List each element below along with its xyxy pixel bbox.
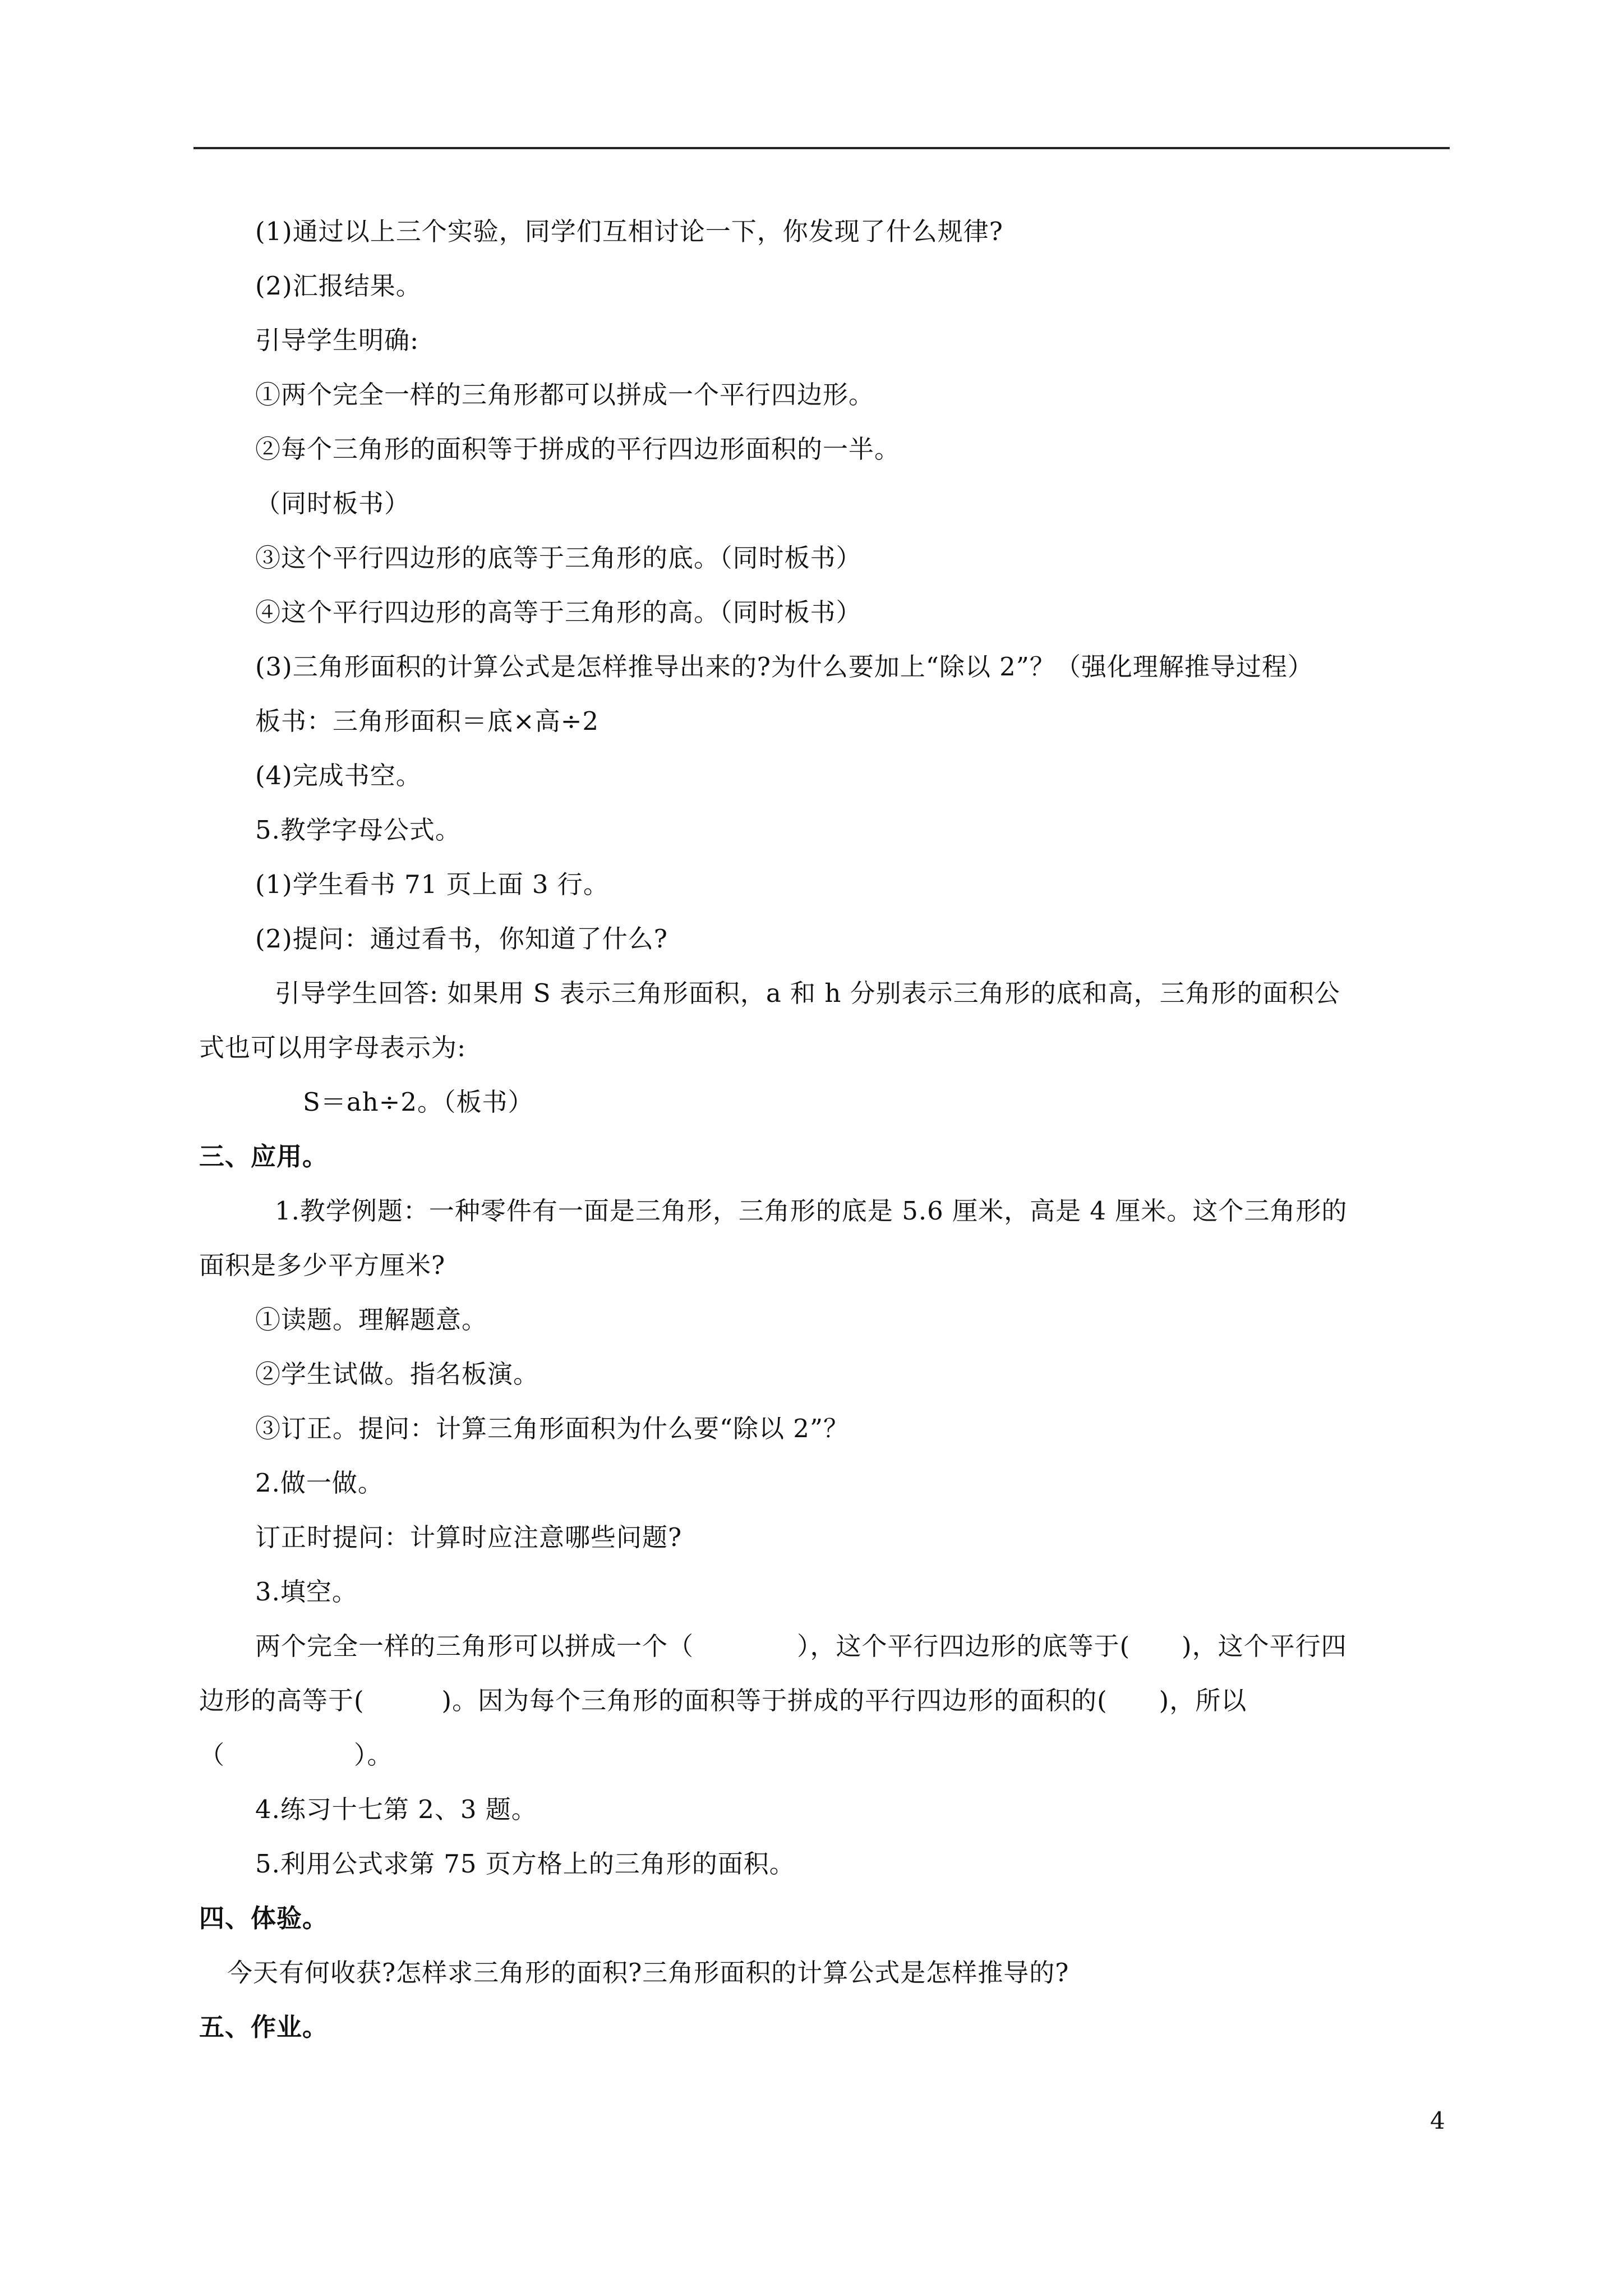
text-line: 两个完全一样的三角形可以拼成一个（ ），这个平行四边形的底等于( )，这个平行四 [255,1631,1347,1661]
text-line: ①读题。理解题意。 [255,1305,488,1335]
text-line: (3)三角形面积的计算公式是怎样推导出来的?为什么要加上“除以 2”？（强化理解推导过程） [255,652,1313,682]
header-rule [193,147,1450,149]
text-line: ①两个完全一样的三角形都可以拼成一个平行四边形。 [255,380,875,409]
text-line: 4.练习十七第 2、3 题。 [255,1795,537,1824]
text-line: 1.教学例题：一种零件有一面是三角形，三角形的底是 5.6 厘米，高是 4 厘米。这个三角形的 [275,1196,1348,1226]
section-heading-application: 三、应用。 [199,1142,329,1171]
text-line: ②学生试做。指名板演。 [255,1359,540,1389]
text-line: （同时板书） [255,489,411,518]
text-line: 面积是多少平方厘米? [199,1250,446,1280]
text-line: 5.利用公式求第 75 页方格上的三角形的面积。 [255,1849,795,1879]
text-line: ②每个三角形的面积等于拼成的平行四边形面积的一半。 [255,434,901,464]
text-line: ④这个平行四边形的高等于三角形的高。（同时板书） [255,597,862,627]
text-line: (4)完成书空。 [255,761,422,790]
text-line: 订正时提问：计算时应注意哪些问题? [255,1522,683,1552]
text-line: (1)学生看书 71 页上面 3 行。 [255,869,609,899]
text-line: 5.教学字母公式。 [255,815,461,845]
text-line: （ ）。 [199,1740,393,1770]
text-line: S＝ah÷2。（板书） [303,1087,534,1117]
text-line: 今天有何收获?怎样求三角形的面积?三角形面积的计算公式是怎样推导的? [227,1958,1069,1987]
text-line: 引导学生回答: 如果用 S 表示三角形面积，a 和 h 分别表示三角形的底和高，三角形的面积公 [275,978,1340,1008]
text-line: (1)通过以上三个实验，同学们互相讨论一下，你发现了什么规律? [255,217,1003,246]
text-line: 式也可以用字母表示为: [199,1033,467,1062]
text-line: 引导学生明确: [255,325,419,355]
text-line: 边形的高等于( )。因为每个三角形的面积等于拼成的平行四边形的面积的( )，所以 [199,1686,1247,1715]
page-number: 4 [1430,2107,1445,2134]
text-line: (2)汇报结果。 [255,271,422,301]
section-heading-experience: 四、体验。 [199,1903,329,1933]
text-line: 3.填空。 [255,1577,358,1607]
text-line: 2.做一做。 [255,1468,384,1498]
text-line: 板书：三角形面积＝底×高÷2 [255,706,600,736]
section-heading-homework: 五、作业。 [199,2012,329,2042]
text-line: ③这个平行四边形的底等于三角形的底。（同时板书） [255,543,862,573]
text-line: ③订正。提问：计算三角形面积为什么要“除以 2”？ [255,1414,849,1443]
text-line: (2)提问：通过看书，你知道了什么? [255,924,668,954]
